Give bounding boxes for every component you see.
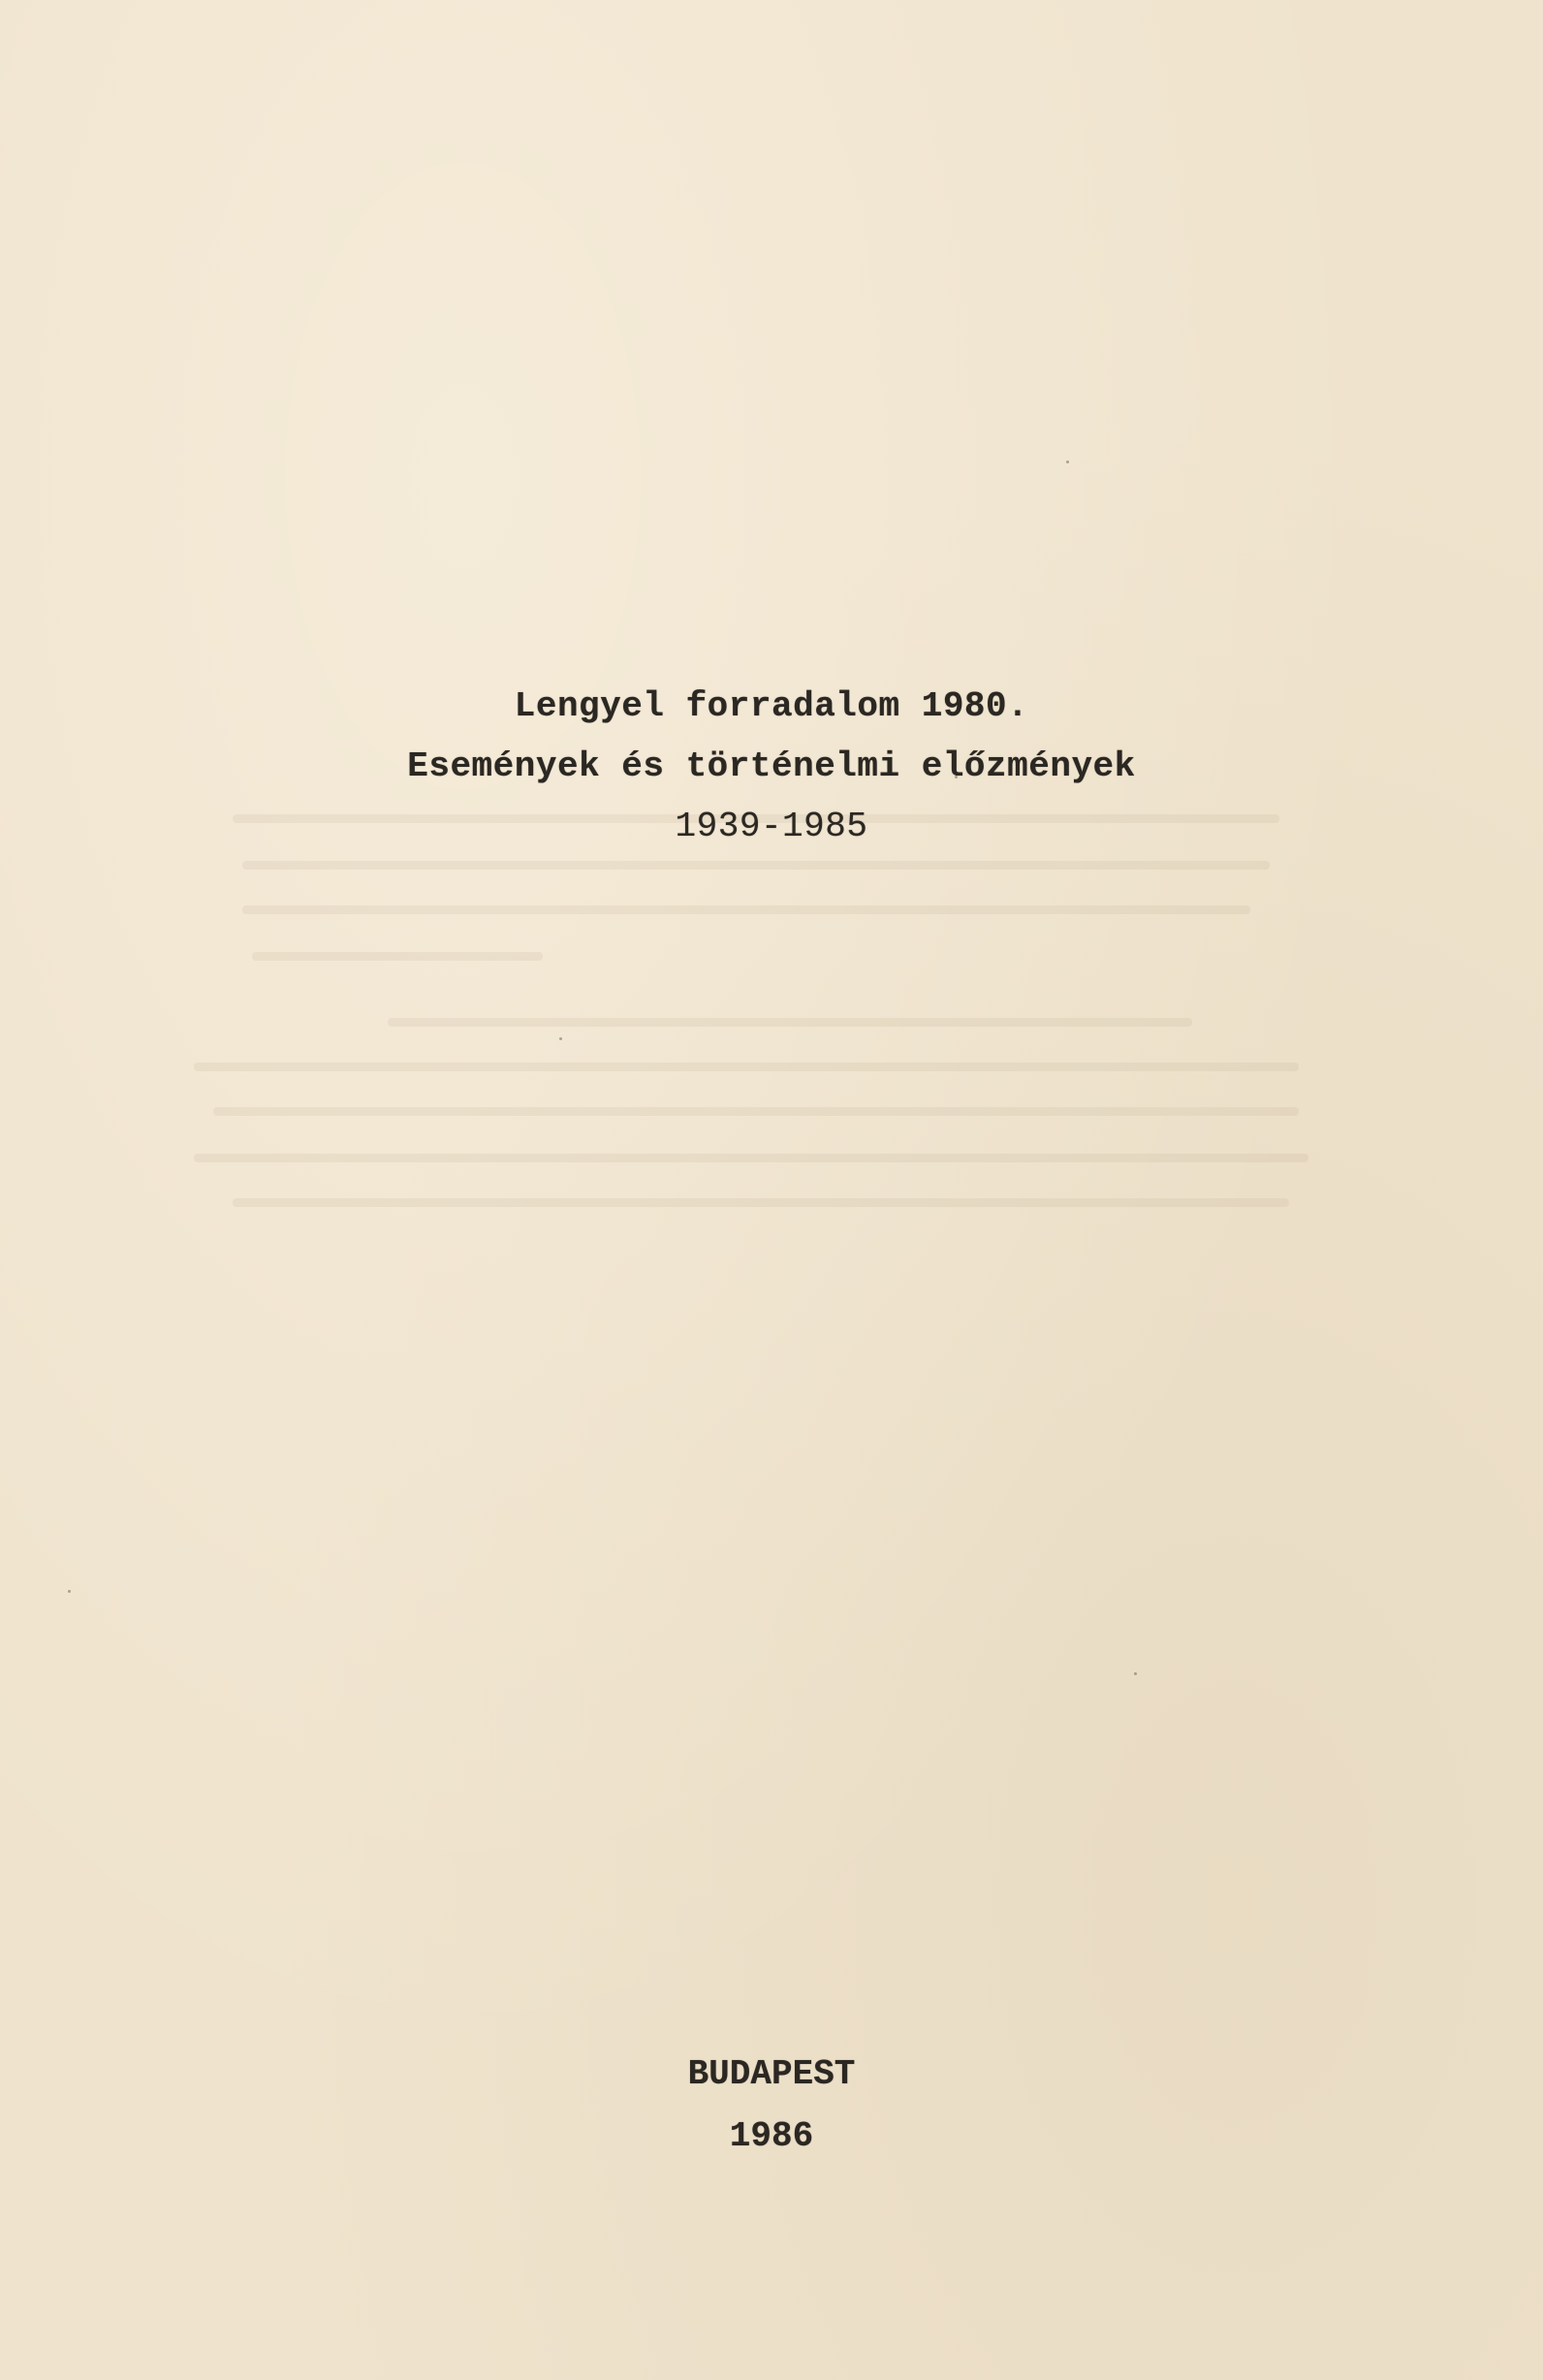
title-line-1: Lengyel forradalom 1980. (514, 686, 1029, 726)
title-years: 1939-1985 (675, 807, 868, 846)
imprint-year: 1986 (729, 2116, 814, 2156)
paper-speck (559, 1037, 562, 1040)
paper-speck (1066, 460, 1069, 463)
paper-speck (68, 1590, 71, 1593)
title-line-2: Események és történelmi előzmények (407, 746, 1136, 786)
title-block (0, 677, 1543, 857)
bleed-through-text (194, 805, 1328, 1260)
paper-speck (955, 776, 958, 778)
paper-speck (1134, 1672, 1137, 1675)
imprint-block (0, 2044, 1543, 2168)
imprint-city: BUDAPEST (687, 2054, 856, 2094)
